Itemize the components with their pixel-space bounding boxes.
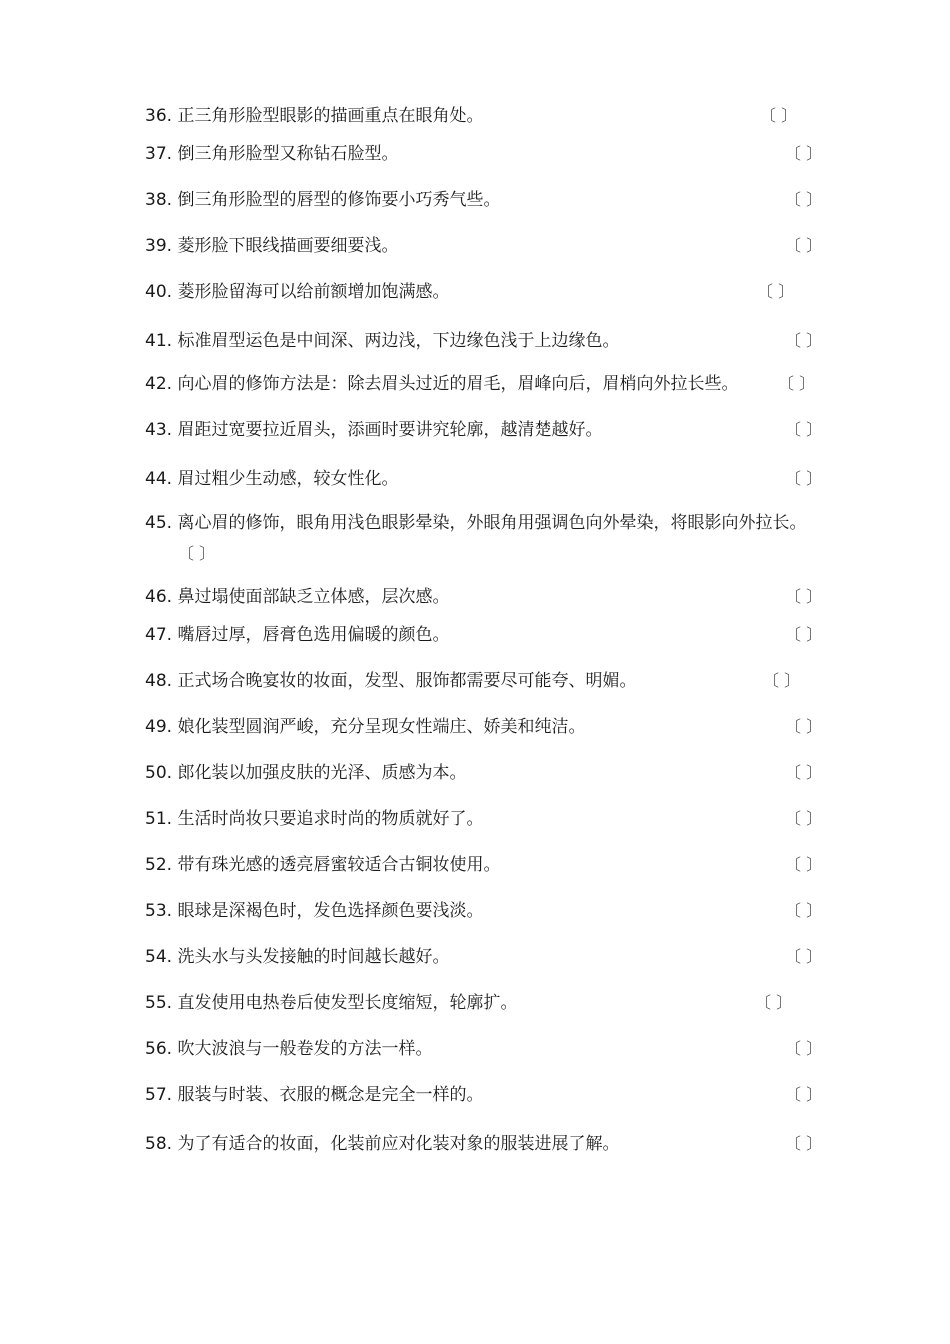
- question-52: 52. 带有珠光感的透亮唇蜜较适合古铜妆使用。: [145, 855, 501, 875]
- answer-bracket-43[interactable]: 〔 〕: [785, 420, 823, 439]
- question-55: 55. 直发使用电热卷后使发型长度缩短，轮廓扩。: [145, 993, 518, 1013]
- question-54: 54. 洗头水与头发接触的时间越长越好。: [145, 947, 450, 967]
- answer-bracket-37[interactable]: 〔 〕: [785, 144, 823, 163]
- question-43: 43. 眉距过宽要拉近眉头，添画时要讲究轮廓，越清楚越好。: [145, 420, 603, 440]
- answer-bracket-48[interactable]: 〔 〕: [763, 671, 801, 690]
- question-57: 57. 服装与时装、衣服的概念是完全一样的。: [145, 1085, 484, 1105]
- answer-bracket-50[interactable]: 〔 〕: [785, 763, 823, 782]
- question-42: 42. 向心眉的修饰方法是：除去眉头过近的眉毛，眉峰向后，眉梢向外拉长些。: [145, 374, 739, 394]
- answer-bracket-44[interactable]: 〔 〕: [785, 469, 823, 488]
- question-50: 50. 郎化装以加强皮肤的光泽、质感为本。: [145, 763, 467, 783]
- answer-bracket-53[interactable]: 〔 〕: [785, 901, 823, 920]
- answer-bracket-49[interactable]: 〔 〕: [785, 717, 823, 736]
- question-56: 56. 吹大波浪与一般卷发的方法一样。: [145, 1039, 433, 1059]
- answer-bracket-46[interactable]: 〔 〕: [785, 587, 823, 606]
- answer-bracket-56[interactable]: 〔 〕: [785, 1039, 823, 1058]
- question-51: 51. 生活时尚妆只要追求时尚的物质就好了。: [145, 809, 484, 829]
- question-36: 36. 正三角形脸型眼影的描画重点在眼角处。: [145, 106, 484, 126]
- question-39: 39. 菱形脸下眼线描画要细要浅。: [145, 236, 399, 256]
- question-47: 47. 嘴唇过厚，唇膏色选用偏暖的颜色。: [145, 625, 450, 645]
- answer-bracket-38[interactable]: 〔 〕: [785, 190, 823, 209]
- answer-bracket-45[interactable]: 〔 〕: [178, 544, 216, 563]
- question-58: 58. 为了有适合的妆面，化装前应对化装对象的服装进展了解。: [145, 1134, 620, 1154]
- answer-bracket-52[interactable]: 〔 〕: [785, 855, 823, 874]
- answer-bracket-36[interactable]: 〔 〕: [760, 106, 798, 125]
- answer-bracket-57[interactable]: 〔 〕: [785, 1085, 823, 1104]
- answer-bracket-41[interactable]: 〔 〕: [785, 331, 823, 350]
- question-45: 45. 离心眉的修饰，眼角用浅色眼影晕染，外眼角用强调色向外晕染，将眼影向外拉长。: [145, 513, 807, 533]
- question-41: 41. 标准眉型运色是中间深、两边浅，下边缘色浅于上边缘色。: [145, 331, 620, 351]
- question-53: 53. 眼球是深褐色时，发色选择颜色要浅淡。: [145, 901, 484, 921]
- answer-bracket-55[interactable]: 〔 〕: [755, 993, 793, 1012]
- question-49: 49. 娘化装型圆润严峻，充分呈现女性端庄、娇美和纯洁。: [145, 717, 586, 737]
- question-37: 37. 倒三角形脸型又称钻石脸型。: [145, 144, 399, 164]
- question-48: 48. 正式场合晚宴妆的妆面，发型、服饰都需要尽可能夸、明媚。: [145, 671, 637, 691]
- question-38: 38. 倒三角形脸型的唇型的修饰要小巧秀气些。: [145, 190, 501, 210]
- question-44: 44. 眉过粗少生动感，较女性化。: [145, 469, 399, 489]
- question-40: 40. 菱形脸留海可以给前额增加饱满感。: [145, 282, 450, 302]
- answer-bracket-40[interactable]: 〔 〕: [757, 282, 795, 301]
- answer-bracket-39[interactable]: 〔 〕: [785, 236, 823, 255]
- answer-bracket-47[interactable]: 〔 〕: [785, 625, 823, 644]
- question-46: 46. 鼻过塌使面部缺乏立体感，层次感。: [145, 587, 450, 607]
- answer-bracket-51[interactable]: 〔 〕: [785, 809, 823, 828]
- answer-bracket-58[interactable]: 〔 〕: [785, 1134, 823, 1153]
- answer-bracket-42[interactable]: 〔 〕: [778, 374, 816, 393]
- answer-bracket-54[interactable]: 〔 〕: [785, 947, 823, 966]
